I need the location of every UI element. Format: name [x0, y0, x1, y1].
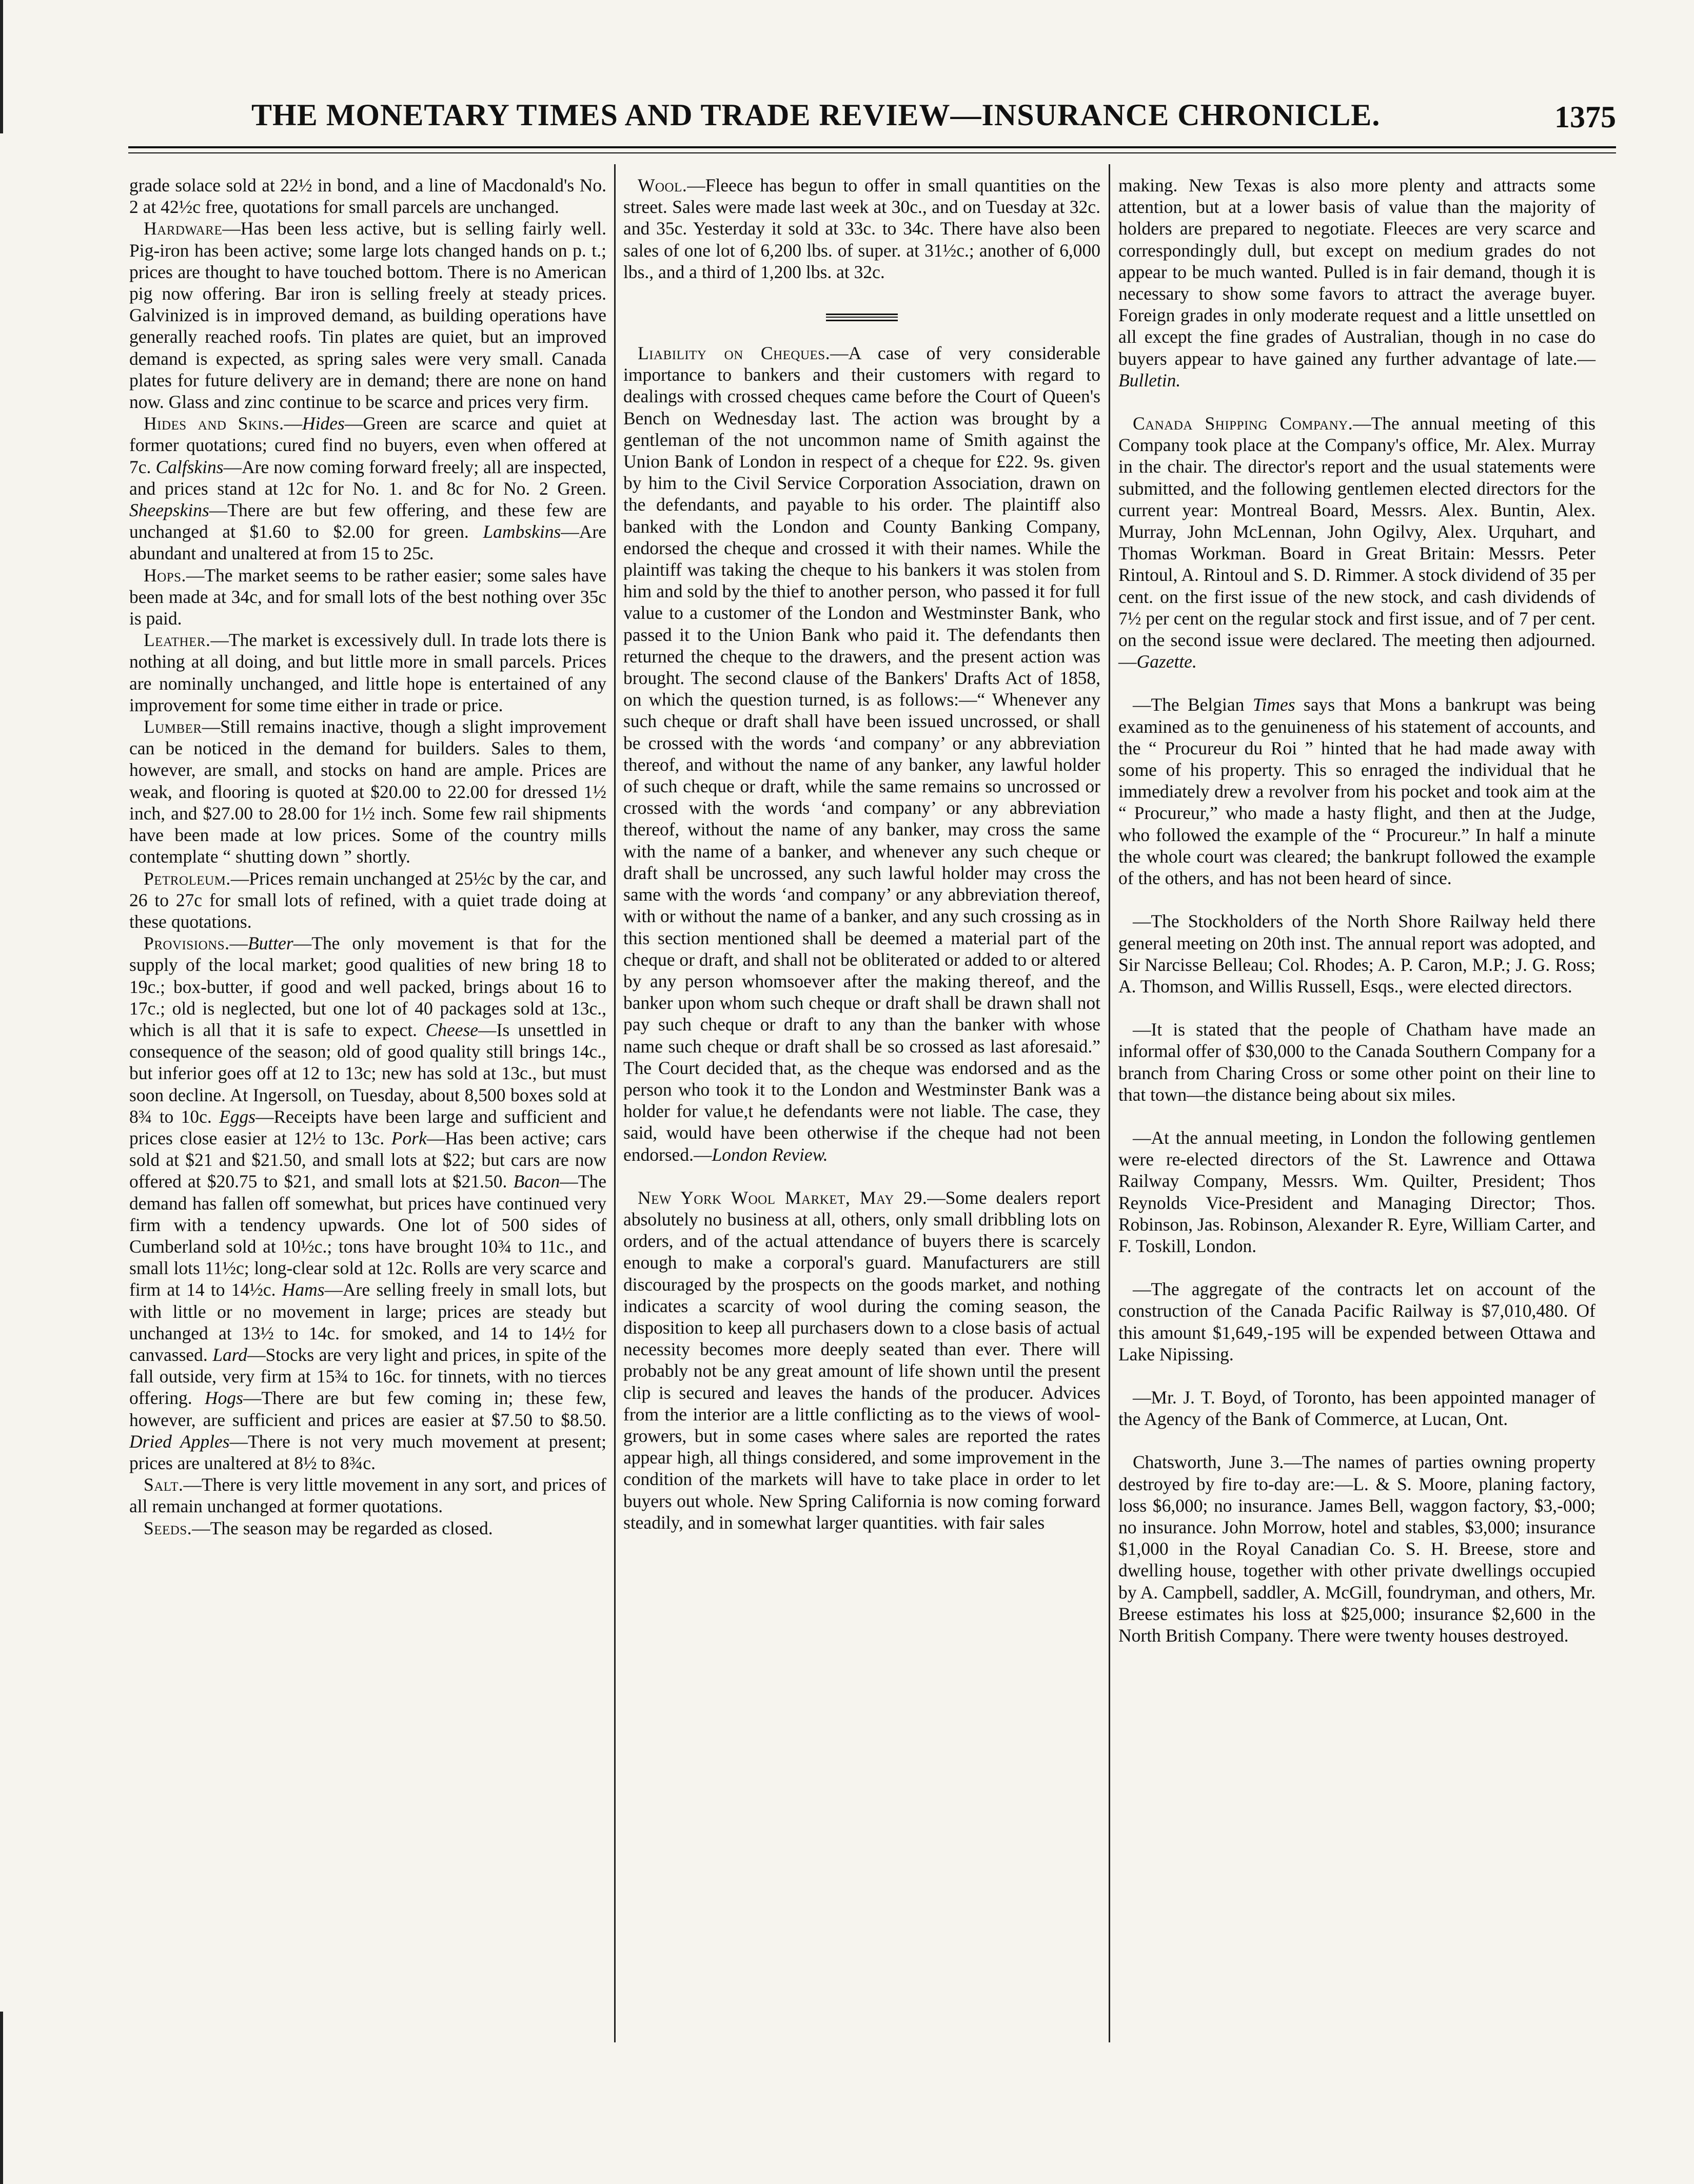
- header-rule: [128, 146, 1616, 148]
- article-text: —There are but few coming in; these few, however, are sufficient and prices are easier at $7.50 to $8.50.: [129, 1388, 606, 1430]
- section-heading: Wool.: [638, 175, 687, 196]
- article-text: —Are abundant and unaltered at from 15 to 25c.: [129, 521, 606, 564]
- article-north-shore-railway: —The Stockholders of the North Shore Railway held there general meeting on 20th inst. The annual report was adopted, and Sir Narcisse Belleau; Col. Rhodes; A. P. Caron, M.P.; J. G. Ross; A. Thomson, and Willis Russell, Esqs., were elected directors.: [1118, 911, 1595, 997]
- article-canada-pacific: —The aggregate of the contracts let on account of the construction of the Canada Pacific Railway is $7,010,480. Of this amount $1,649,-195 will be expended between Ottawa and Lake Nipissing.: [1118, 1279, 1595, 1364]
- page-binding-edge: [0, 0, 3, 133]
- article-lumber: [129, 716, 606, 867]
- article-text: —Are now coming forward freely; all are inspected, and prices stand at 12c for No. 1. and 8c for No. 2 Green.: [129, 456, 606, 499]
- section-heading: New York Wool Market, May 29.: [638, 1187, 928, 1208]
- article-text: —The annual meeting of this Company took place at the Company's office, Mr. Alex. Murray in the chair. The director's report and the usual statements were submitted, and the following gentlemen elected directors for the current year: Montreal Board, Messrs. Alex. Buntin, Alex. Murray, John McLennan, John Ogilvy, Alex. Urquhart, and Thomas Workman. Board in Great Britain: Messrs. Peter Rintoul, A. Rintoul and S. D. Rimmer. A stock dividend of 35 per cent. on the first issue of the new stock, and cash dividends of 7½ per cent on the regular stock and first issue, and of 7 per cent. on the second issue were declared. The meeting then adjourned.—: [1118, 413, 1595, 672]
- column-3: [1118, 174, 1595, 1646]
- article-text: —The market seems to be rather easier; some sales have been made at 34c, and for small lots of the best nothing over 35c is paid.: [129, 564, 606, 629]
- article-salt: [129, 1474, 606, 1517]
- article-text: —Receipts have been large and sufficient and prices close easier at 12½ to 13c.: [129, 1106, 606, 1148]
- subheading: Bacon: [513, 1171, 560, 1192]
- article-text: —: [284, 413, 303, 434]
- article-text: making. New Texas is also more plenty and attracts some attention, but at a lower basis of value than the majority of holders are prepared to negotiate. Fleeces are very scarce and correspondingly dull, but except on medium grades do not appear to be much wanted. Pulled is in fair demand, though it is necessary to show some favors to attract the average buyer. Foreign grades in only moderate request and a little unsettled on all except the fine grades of Australian, though in no case do buyers appear to have gained any further advantage of late.—: [1118, 175, 1595, 369]
- page-binding-edge: [0, 2012, 3, 2184]
- section-heading: Seeds.: [144, 1517, 192, 1538]
- article-text: —There is not very much movement at present; prices are unaltered at 8½ to 8¾c.: [129, 1431, 606, 1473]
- article-liability-on-cheques: [623, 342, 1100, 1165]
- subheading: Hams: [282, 1279, 325, 1300]
- article-text: —There is very little movement in any sort, and prices of all remain unchanged at former quotations.: [129, 1474, 606, 1517]
- subheading: Butter: [247, 933, 293, 954]
- article-hardware: [129, 218, 606, 413]
- article-chatsworth-fire: Chatsworth, June 3.—The names of parties owning property destroyed by fire to-day are:—L. & S. Moore, planing factory, loss $6,000; no insurance. James Bell, waggon factory, $3,-000; no insurance. John Morrow, hotel and stables, $3,000; insurance $1,000 in the Royal Canadian Co. S. H. Breese, store and dwelling house, together with other private dwellings occupied by A. Campbell, saddler, A. McGill, foundryman, and others, Mr. Breese estimates his loss at $25,000; insurance $2,600 in the North British Company. There were twenty houses destroyed.: [1118, 1452, 1595, 1646]
- article-text: says that Mons a bankrupt was being examined as to the genuineness of his statement of accounts, and the “ Procureur du Roi ” hinted that he had made away with some of his property. This so enraged the individual that he immediately drew a revolver from his pocket and took aim at the “ Procureur,” who made a hasty flight, and then at the Judge, who followed the example of the “ Procureur.” In half a minute the whole court was cleared; the bankrupt followed the example of the others, and has not been heard of since.: [1118, 694, 1596, 889]
- subheading: Cheese: [425, 1019, 479, 1040]
- section-heading: Provisions.: [144, 933, 230, 954]
- article-seeds: [129, 1517, 606, 1539]
- article-text: —Green are scarce and quiet at former quotations; cured find no buyers, even when offered at 7c.: [129, 413, 606, 477]
- subheading: Pork: [391, 1127, 427, 1148]
- article-paragraph: grade solace sold at 22½ in bond, and a line of Macdonald's No. 2 at 42½c free, quotations for small parcels are unchanged.: [129, 175, 606, 218]
- subheading: Calfskins: [155, 456, 224, 477]
- article-text: —The Belgian: [1133, 694, 1253, 715]
- article-text: —Has been less active, but is selling fairly well. Pig-iron has been active; some large lots changed hands on p. t.; prices are thought to have touched bottom. There is no American pig now offering. Bar iron is selling freely at steady prices. Galvinized is in improved demand, as building operations have generally reached roofs. Tin plates are quiet, but an improved demand is expected, as spring sales were very small. Canada plates for future delivery are in demand; there are none on hand now. Glass and zinc continue to be scarce and prices very firm.: [129, 218, 606, 413]
- article-text: —Fleece has begun to offer in small quantities on the street. Sales were made last week at 30c., and on Tuesday at 32c. and 35c. Yesterday it sold at 33c. to 34c. There have also been sales of one lot of 6,200 lbs. of super. at 31½c.; another of 6,000 lbs., and a third of 1,200 lbs. at 32c.: [623, 175, 1100, 282]
- article-text: —The season may be regarded as closed.: [192, 1517, 493, 1538]
- page-header: [128, 98, 1616, 139]
- section-heading: Canada Shipping Company.: [1133, 413, 1353, 434]
- article-canada-shipping: [1118, 413, 1595, 672]
- article-text: —There are but few offering, and these few are unchanged at $1.60 to $2.00 for green.: [129, 500, 606, 542]
- publication-name: Times: [1252, 694, 1295, 715]
- article-petroleum: [129, 868, 606, 933]
- article-text: —Has been active; cars sold at $21 and $21.50, and small lots at $22; but cars are now offered at $20.75 to $21, and small lots at $21.50.: [129, 1127, 606, 1192]
- column-2: [623, 174, 1100, 1533]
- article-text: —Is unsettled in consequence of the season; old of good quality still brings 14c., but inferior goes off at 12 to 13c; new has sold at 13c., but must soon decline. At Ingersoll, on Tuesday, about 8,500 boxes sold at 8¾ to 10c.: [129, 1019, 607, 1127]
- article-boyd: —Mr. J. T. Boyd, of Toronto, has been appointed manager of the Agency of the Bank of Commerce, at Lucan, Ont.: [1118, 1387, 1595, 1430]
- article-new-york-wool-market: [623, 1187, 1100, 1533]
- section-heading: Liability on Cheques.: [638, 343, 831, 364]
- article-text: —Stocks are very light and prices, in spite of the fall outside, very firm at 15¾ to 16c. for tinnets, with no tierces offering.: [129, 1344, 606, 1409]
- column-divider: [614, 164, 616, 2042]
- subheading: Lard: [212, 1344, 248, 1365]
- subheading: Dried Apples: [129, 1431, 230, 1452]
- article-chatham: —It is stated that the people of Chatham have made an informal offer of $30,000 to the Canada Southern Company for a branch from Charing Cross or some other point on their line to that town—the distance being about six miles.: [1118, 1019, 1595, 1105]
- header-rule: [128, 152, 1616, 153]
- article-text: —Still remains inactive, though a slight improvement can be noticed in the demand for builders. Sales to them, however, are small, and stocks on hand are ample. Prices are weak, and flooring is quoted at $20.00 to 22.00 for dressed 1½ inch, and $27.00 to 28.00 for 1½ inch. Some few rail shipments have been made at low prices. Some of the country mills contemplate “ shutting down ” shortly.: [129, 716, 606, 867]
- article-text: —The market is excessively dull. In trade lots there is nothing at all doing, and but little more in small parcels. Prices are nominally unchanged, and little hope is entertained of any improvement for some time either in trade or price.: [129, 630, 606, 715]
- running-title: THE MONETARY TIMES AND TRADE REVIEW—INSURANCE CHRONICLE.: [251, 98, 1381, 132]
- subheading: Lambskins: [483, 521, 561, 542]
- section-heading: Petroleum.: [144, 868, 231, 889]
- column-divider: [1109, 164, 1110, 2042]
- article-hops: [129, 564, 606, 630]
- article-text: —: [229, 933, 248, 954]
- section-heading: Salt.: [144, 1474, 184, 1495]
- article-text: —The demand has fallen off somewhat, but prices have continued very firm with a tendency upwards. One lot of 500 sides of Cumberland sold at 10½c.; tons have brought 10¾ to 11c., and small lots 11½c; long-clear sold at 12c. Rolls are very scarce and firm at 14 to 14½c.: [129, 1171, 606, 1300]
- subheading: Hides: [302, 413, 345, 434]
- section-heading: Lumber: [144, 716, 202, 737]
- article-wool: [623, 174, 1100, 283]
- section-heading: Hardware: [144, 218, 223, 239]
- section-heading: Hides and Skins.: [144, 413, 284, 434]
- article-text: —Some dealers report absolutely no business at all, others, only small dribbling lots on orders, and of the actual attendance of buyers there is scarcely enough to make a corporal's guard. Manufacturers are still discouraged by the prospects on the goods market, and nothing indicates a scarcity of wool during the coming season, the disposition to keep all purchasers down to a close basis of actual necessity becomes more deeply seated than ever. There will probably not be any great amount of life shown until the present clip is secured and leaves the hands of the producer. Advices from the interior are a little conflicting as to the views of wool-growers, but in some cases where sales are reported the rates appear high, all things considered, and some improvement in the condition of the markets will have to take place in order to let buyers out whole. New Spring California is now coming forward steadily, and in somewhat larger quantities. with fair sales: [623, 1187, 1100, 1533]
- article-text: —Prices remain unchanged at 25½c by the car, and 26 to 27c for small lots of refined, with a quiet trade doing at these quotations.: [129, 868, 606, 932]
- subheading: Hogs: [205, 1388, 243, 1409]
- section-heading: Leather.: [144, 630, 211, 651]
- article-st-lawrence-ottawa: —At the annual meeting, in London the following gentlemen were re-elected directors of the St. Lawrence and Ottawa Railway Company, Messrs. Wm. Quilter, President; Thos Reynolds Vice-President and Managing Director; Thos. Robinson, Jas. Robinson, Alexander R. Eyre, William Carter, and F. Toskill, London.: [1118, 1127, 1595, 1256]
- subheading: Sheepskins: [129, 500, 209, 521]
- section-divider: [826, 314, 898, 322]
- article-provisions: [129, 932, 606, 1474]
- source-credit: Bulletin.: [1118, 369, 1181, 391]
- subheading: Eggs: [219, 1106, 256, 1127]
- article-hides: [129, 413, 606, 564]
- source-credit: Gazette.: [1136, 651, 1197, 672]
- article-belgian-times: [1118, 694, 1595, 889]
- article-text: —Are selling freely in small lots, but with little or no movement in large; prices are steady but unchanged at 13½ to 14c. for smoked, and 14 to 14½ for canvassed.: [129, 1279, 607, 1365]
- article-text: —The only movement is that for the supply of the local market; good qualities of new bring 18 to 19c.; box-butter, if good and well packed, brings about 16 to 17c.; old is neglected, but one lot of 40 packages sold at 13c., which is all that it is safe to expect.: [129, 933, 606, 1040]
- section-heading: Hops.: [144, 564, 186, 586]
- column-1: [129, 174, 606, 1539]
- article-paragraph: [1118, 174, 1595, 391]
- page-number: 1375: [1554, 100, 1616, 134]
- article-leather: [129, 629, 606, 716]
- source-credit: London Review.: [712, 1144, 828, 1165]
- article-text: —A case of very considerable importance to bankers and their customers with regard to dealings with crossed cheques came before the Court of Queen's Bench on Wednesday last. The action was brought by a gentleman of the not uncommon name of Smith against the Union Bank of London in respect of a cheque for £22. 9s. given by him to the Civil Service Corporation Association, drawn on the defendants, and payable to his order. The plaintiff also banked with the London and County Banking Company, endorsed the cheque and crossed it with their names. While the plaintiff was taking the cheque to his bankers it was stolen from him and sold by the thief to another person, who passed it for full value to a customer of the London and Westminster Bank, who passed it to the Union Bank who paid it. The defendants then returned the cheque to the drawers, and the present action was brought. The second clause of the Bankers' Drafts Act of 1858, on which the question turned, is as follows:—“ Whenever any such cheque or draft shall have been issued uncrossed, or shall be crossed with the words ‘and company’ or any abbreviation thereof, and without the name of any banker, any lawful holder of such cheque or draft, while the same remains so uncrossed or crossed with the words ‘and company’ or any abbreviation thereof, without the name of any banker, may cross the same with the name of a banker, and whenever any such cheque or draft shall be uncrossed, any such lawful holder may cross the same with the words ‘and company’ or any abbreviation thereof, with or without the name of a banker, and any such crossing as in this section mentioned shall be deemed a material part of the cheque or draft, and shall not be obliterated or added to or altered by any person whomsoever after the making thereof, and the banker upon whom such cheque or draft shall be drawn shall not pay such cheque or draft to any than the banker with whose name such cheque or draft shall be so crossed as last aforesaid.” The Court decided that, as the cheque was endorsed and as the person who took it to the London and Westminster Bank was a holder for value,t he defendants were not liable. The case, they said, would have been otherwise if the cheque had not been endorsed.—: [623, 343, 1100, 1165]
